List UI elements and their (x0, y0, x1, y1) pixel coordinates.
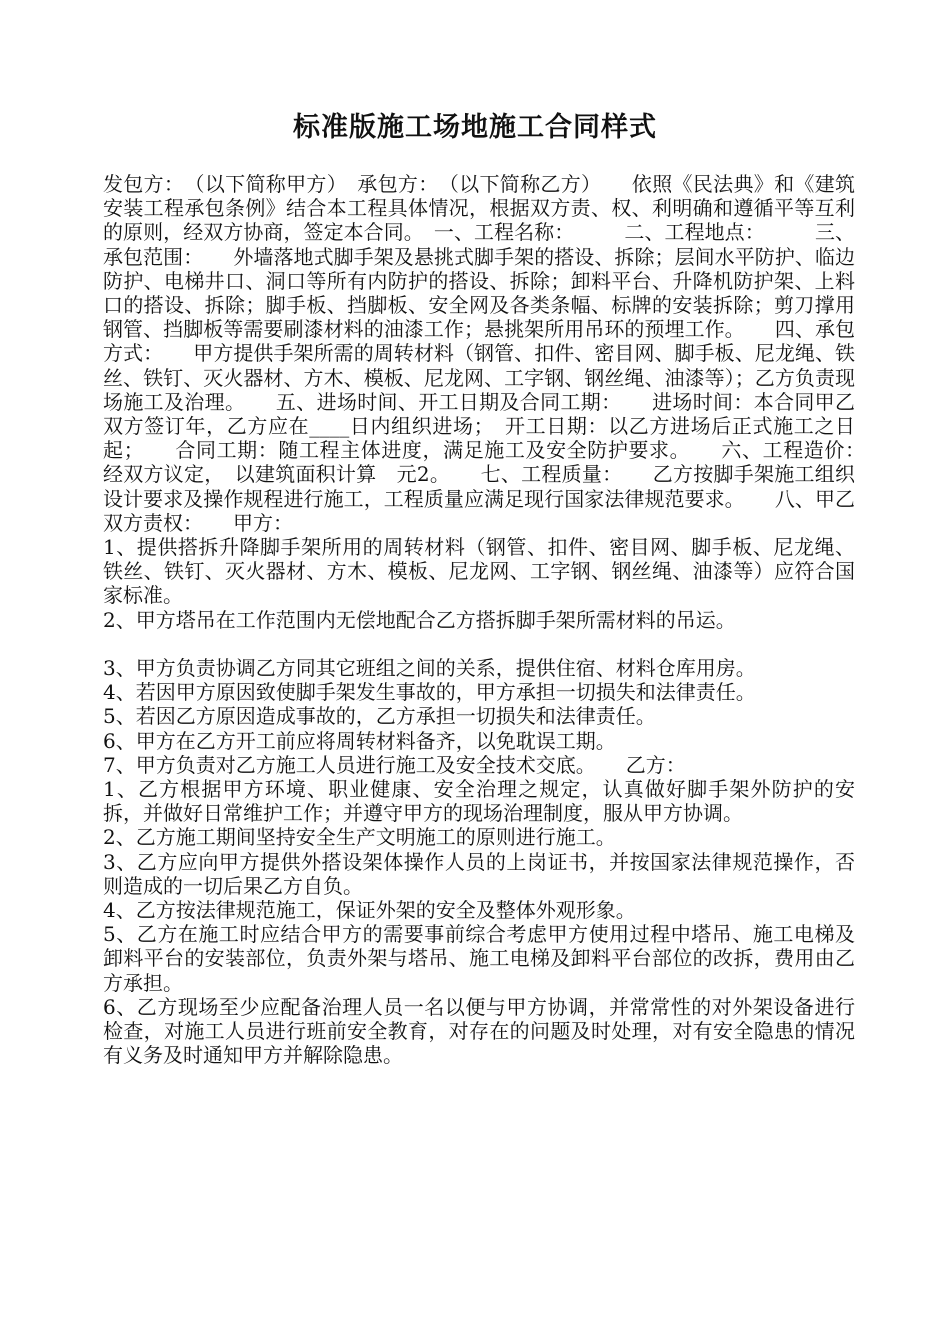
paragraph-intro: 发包方： （以下简称甲方） 承包方： （以下简称乙方） 依照《民法典》和《建筑安装工程承包条例》结合本工程具体情况，根据双方责、权、利明确和遵循平等互利的原则，经双方协商，签定本合同。 一、工程名称： 二、工程地点： 三、承包范围： 外墙落地式脚手架及悬挑式脚手架的搭设、拆除；层间水平防护、临边防护、电梯井口、洞口等所有内防护的搭设、拆除；卸料平台、升降机防护架、上料口的搭设、拆除；脚手板、挡脚板、安全网及各类条幅、标牌的安装拆除；剪刀撑用钢管、挡脚板等需要刷漆材料的油漆工作；悬挑架所用吊环的预埋工作。 四、承包方式： 甲方提供手架所需的周转材料（钢管、扣件、密目网、脚手板、尼龙绳、铁丝、铁钉、灭火器材、方木、模板、尼龙网、工字钢、钢丝绳、油漆等）；乙方负责现场施工及治理。 五、进场时间、开工日期及合同工期： 进场时间：本合同甲乙双方签订年，乙方应在____日内组织进场； 开工日期：以乙方进场后正式施工之日起； 合同工期：随工程主体进度，满足施工及安全防护要求。 六、工程造价： 经双方议定， 以建筑面积计算 元2。 七、工程质量： 乙方按脚手架施工组织设计要求及操作规程进行施工，工程质量应满足现行国家法律规范要求。 八、甲乙双方责权： 甲方： (103, 172, 895, 535)
paragraph-party-b-5: 5、乙方在施工时应结合甲方的需要事前综合考虑甲方使用过程中塔吊、施工电梯及卸料平台的安装部位，负责外架与塔吊、施工电梯及卸料平台部位的改拆，费用由乙方承担。 (103, 922, 855, 995)
paragraph-party-a-2: 2、甲方塔吊在工作范围内无偿地配合乙方搭拆脚手架所需材料的吊运。 (103, 607, 736, 632)
paragraph-party-a-6: 6、甲方在乙方开工前应将周转材料备齐，以免耽误工期。 (103, 728, 616, 753)
paragraph-party-b-6: 6、乙方现场至少应配备治理人员一名以便与甲方协调，并常常性的对外架设备进行检查，对施工人员进行班前安全教育，对存在的问题及时处理，对有安全隐患的情况有义务及时通知甲方并解除隐患。 (103, 994, 855, 1068)
blank-line (103, 632, 855, 656)
paragraph-party-b-4: 4、乙方按法律规范施工，保证外架的安全及整体外观形象。 (103, 898, 636, 923)
paragraph-party-a-7: 7、甲方负责对乙方施工人员进行施工及安全技术交底。 乙方： (103, 752, 686, 777)
paragraph-party-a-4: 4、若因甲方原因致使脚手架发生事故的，甲方承担一切损失和法律责任。 (103, 680, 756, 705)
paragraph-party-b-3: 3、乙方应向甲方提供外搭设架体操作人员的上岗证书，并按国家法律规范操作，否则造成的一切后果乙方自负。 (103, 849, 855, 898)
paragraph-party-a-3: 3、甲方负责协调乙方同其它班组之间的关系，提供住宿、材料仓库用房。 (103, 656, 756, 681)
document-body (103, 172, 895, 1068)
document-title: 标准版施工场地施工合同样式 (293, 112, 657, 143)
paragraph-party-b-1: 1、乙方根据甲方环境、职业健康、安全治理之规定，认真做好脚手架外防护的安拆，并做好日常维护工作；并遵守甲方的现场治理制度，服从甲方协调。 (103, 777, 855, 826)
paragraph-party-b-2: 2、乙方施工期间坚持安全生产文明施工的原则进行施工。 (103, 825, 616, 850)
paragraph-party-a-1: 1、提供搭拆升降脚手架所用的周转材料（钢管、扣件、密目网、脚手板、尼龙绳、铁丝、铁钉、灭火器材、方木、模板、尼龙网、工字钢、钢丝绳、油漆等）应符合国家标准。 (103, 535, 855, 608)
paragraph-party-a-5: 5、若因乙方原因造成事故的，乙方承担一切损失和法律责任。 (103, 704, 656, 729)
